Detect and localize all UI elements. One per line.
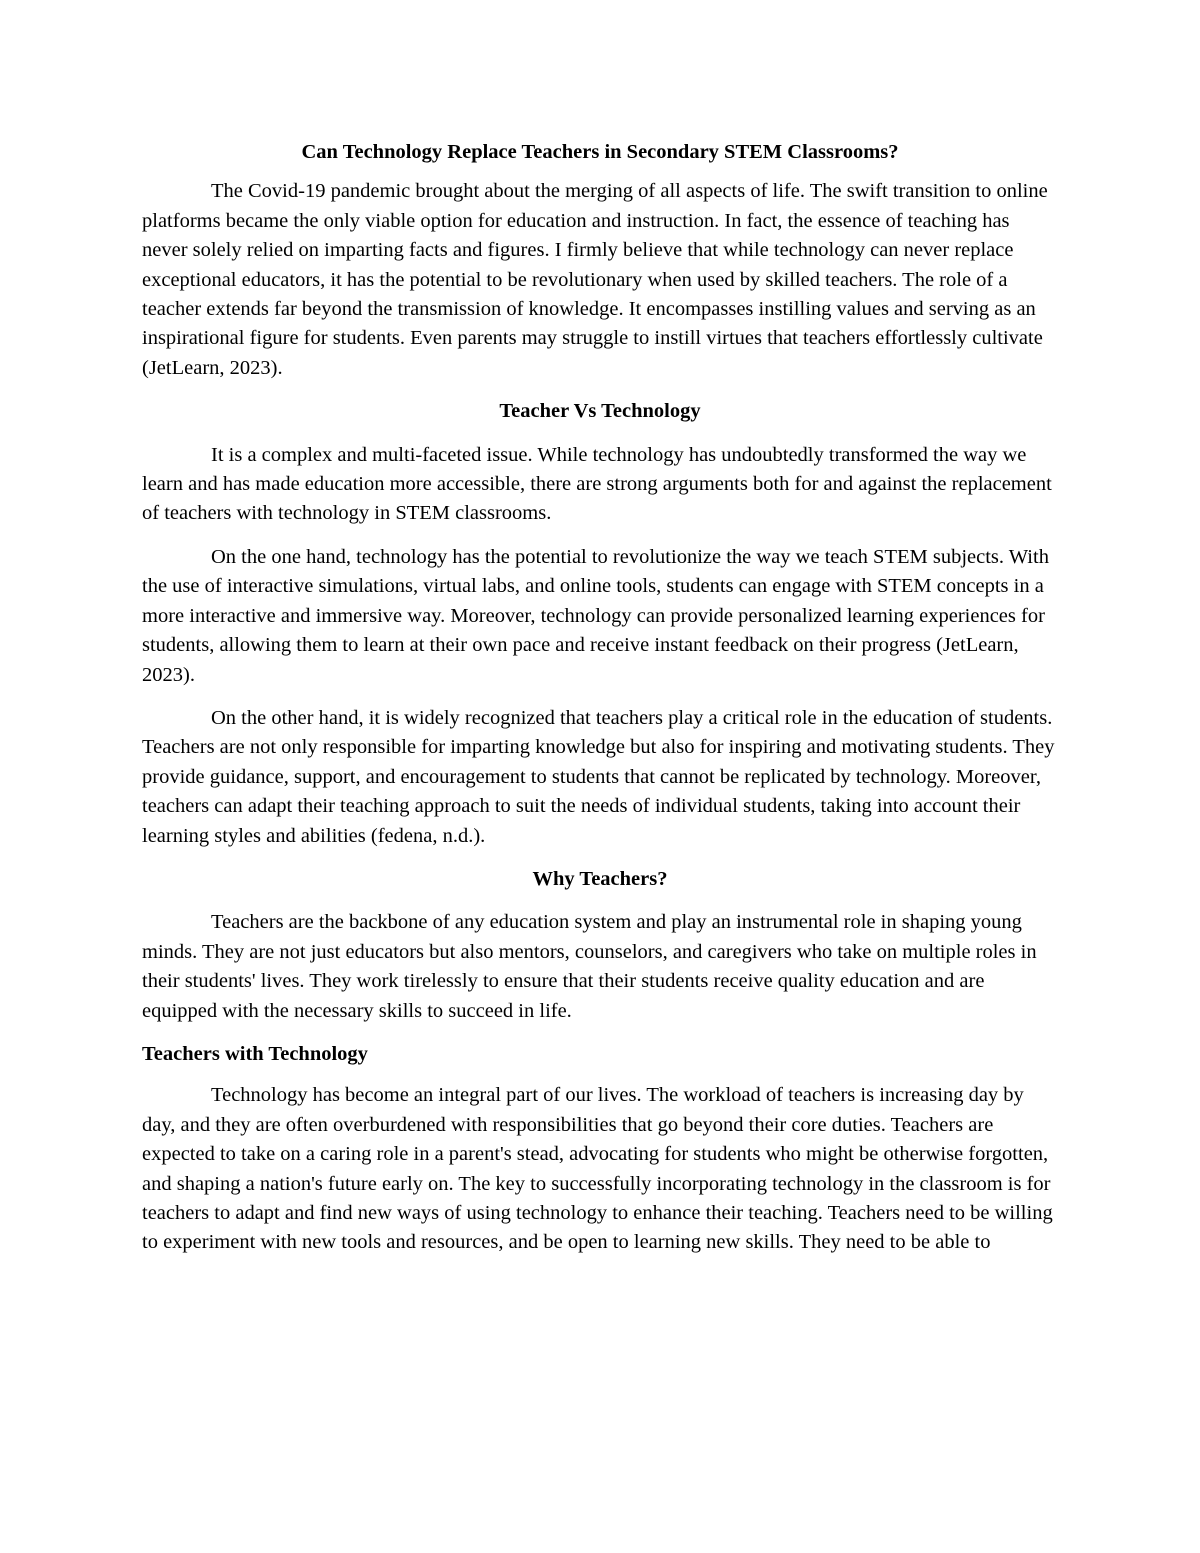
section-heading-why-teachers: Why Teachers? bbox=[532, 867, 668, 890]
paragraph: On the one hand, technology has the potential to revolutionize the way we teach STEM subjects. With the use of interactive simulations, virtual labs, and online tools, students can engage with STEM concepts in a more interactive and immersive way. Moreover, technology can provide personalized learning experiences for students, allowing them to learn at their own pace and receive instant feedback on their progress (JetLearn, 2023). bbox=[142, 545, 1049, 686]
paragraph: Technology has become an integral part of our lives. The workload of teachers is increasing day by day, and they are often overburdened with responsibilities that go beyond their core duties. Teachers are expected to take on a caring role in a parent's stead, advocating for students who might be otherwise forgotten, and shaping a nation's future early on. The key to successfully incorporating technology in the classroom is for teachers to adapt and find new ways of using technology to enhance their teaching. Teachers need to be willing to experiment with new tools and resources, and be open to learning new skills. They need to be able to bbox=[142, 1084, 1053, 1254]
section-heading-teacher-vs-technology: Teacher Vs Technology bbox=[499, 400, 701, 423]
document-page bbox=[142, 138, 1058, 1272]
intro-paragraph: The Covid-19 pandemic brought about the merging of all aspects of life. The swift transition to online platforms became the only viable option for education and instruction. In fact, the essence of teaching has never solely relied on imparting facts and figures. I firmly believe that while technology can never replace exceptional educators, it has the potential to be revolutionary when used by skilled teachers. The role of a teacher extends far beyond the transmission of knowledge. It encompasses instilling values and serving as an inspirational figure for students. Even parents may struggle to instill virtues that teachers effortlessly cultivate (JetLearn, 2023). bbox=[142, 180, 1048, 379]
paragraph: Teachers are the backbone of any education system and play an instrumental role in shaping young minds. They are not just educators but also mentors, counselors, and caregivers who take on multiple roles in their students' lives. They work tirelessly to ensure that their students receive quality education and are equipped with the necessary skills to succeed in life. bbox=[142, 911, 1037, 1022]
section-heading-teachers-with-technology: Teachers with Technology bbox=[142, 1042, 368, 1065]
paragraph: It is a complex and multi-faceted issue. While technology has undoubtedly transformed the way we learn and has made education more accessible, there are strong arguments both for and against the replacement of teachers with technology in STEM classrooms. bbox=[142, 443, 1052, 525]
document-title: Can Technology Replace Teachers in Secondary STEM Classrooms? bbox=[301, 141, 899, 163]
paragraph: On the other hand, it is widely recognized that teachers play a critical role in the education of students. Teachers are not only responsible for imparting knowledge but also for inspiring and motivating students. They provide guidance, support, and encouragement to students that cannot be replicated by technology. Moreover, teachers can adapt their teaching approach to suit the needs of individual students, taking into account their learning styles and abilities (fedena, n.d.). bbox=[142, 706, 1055, 847]
